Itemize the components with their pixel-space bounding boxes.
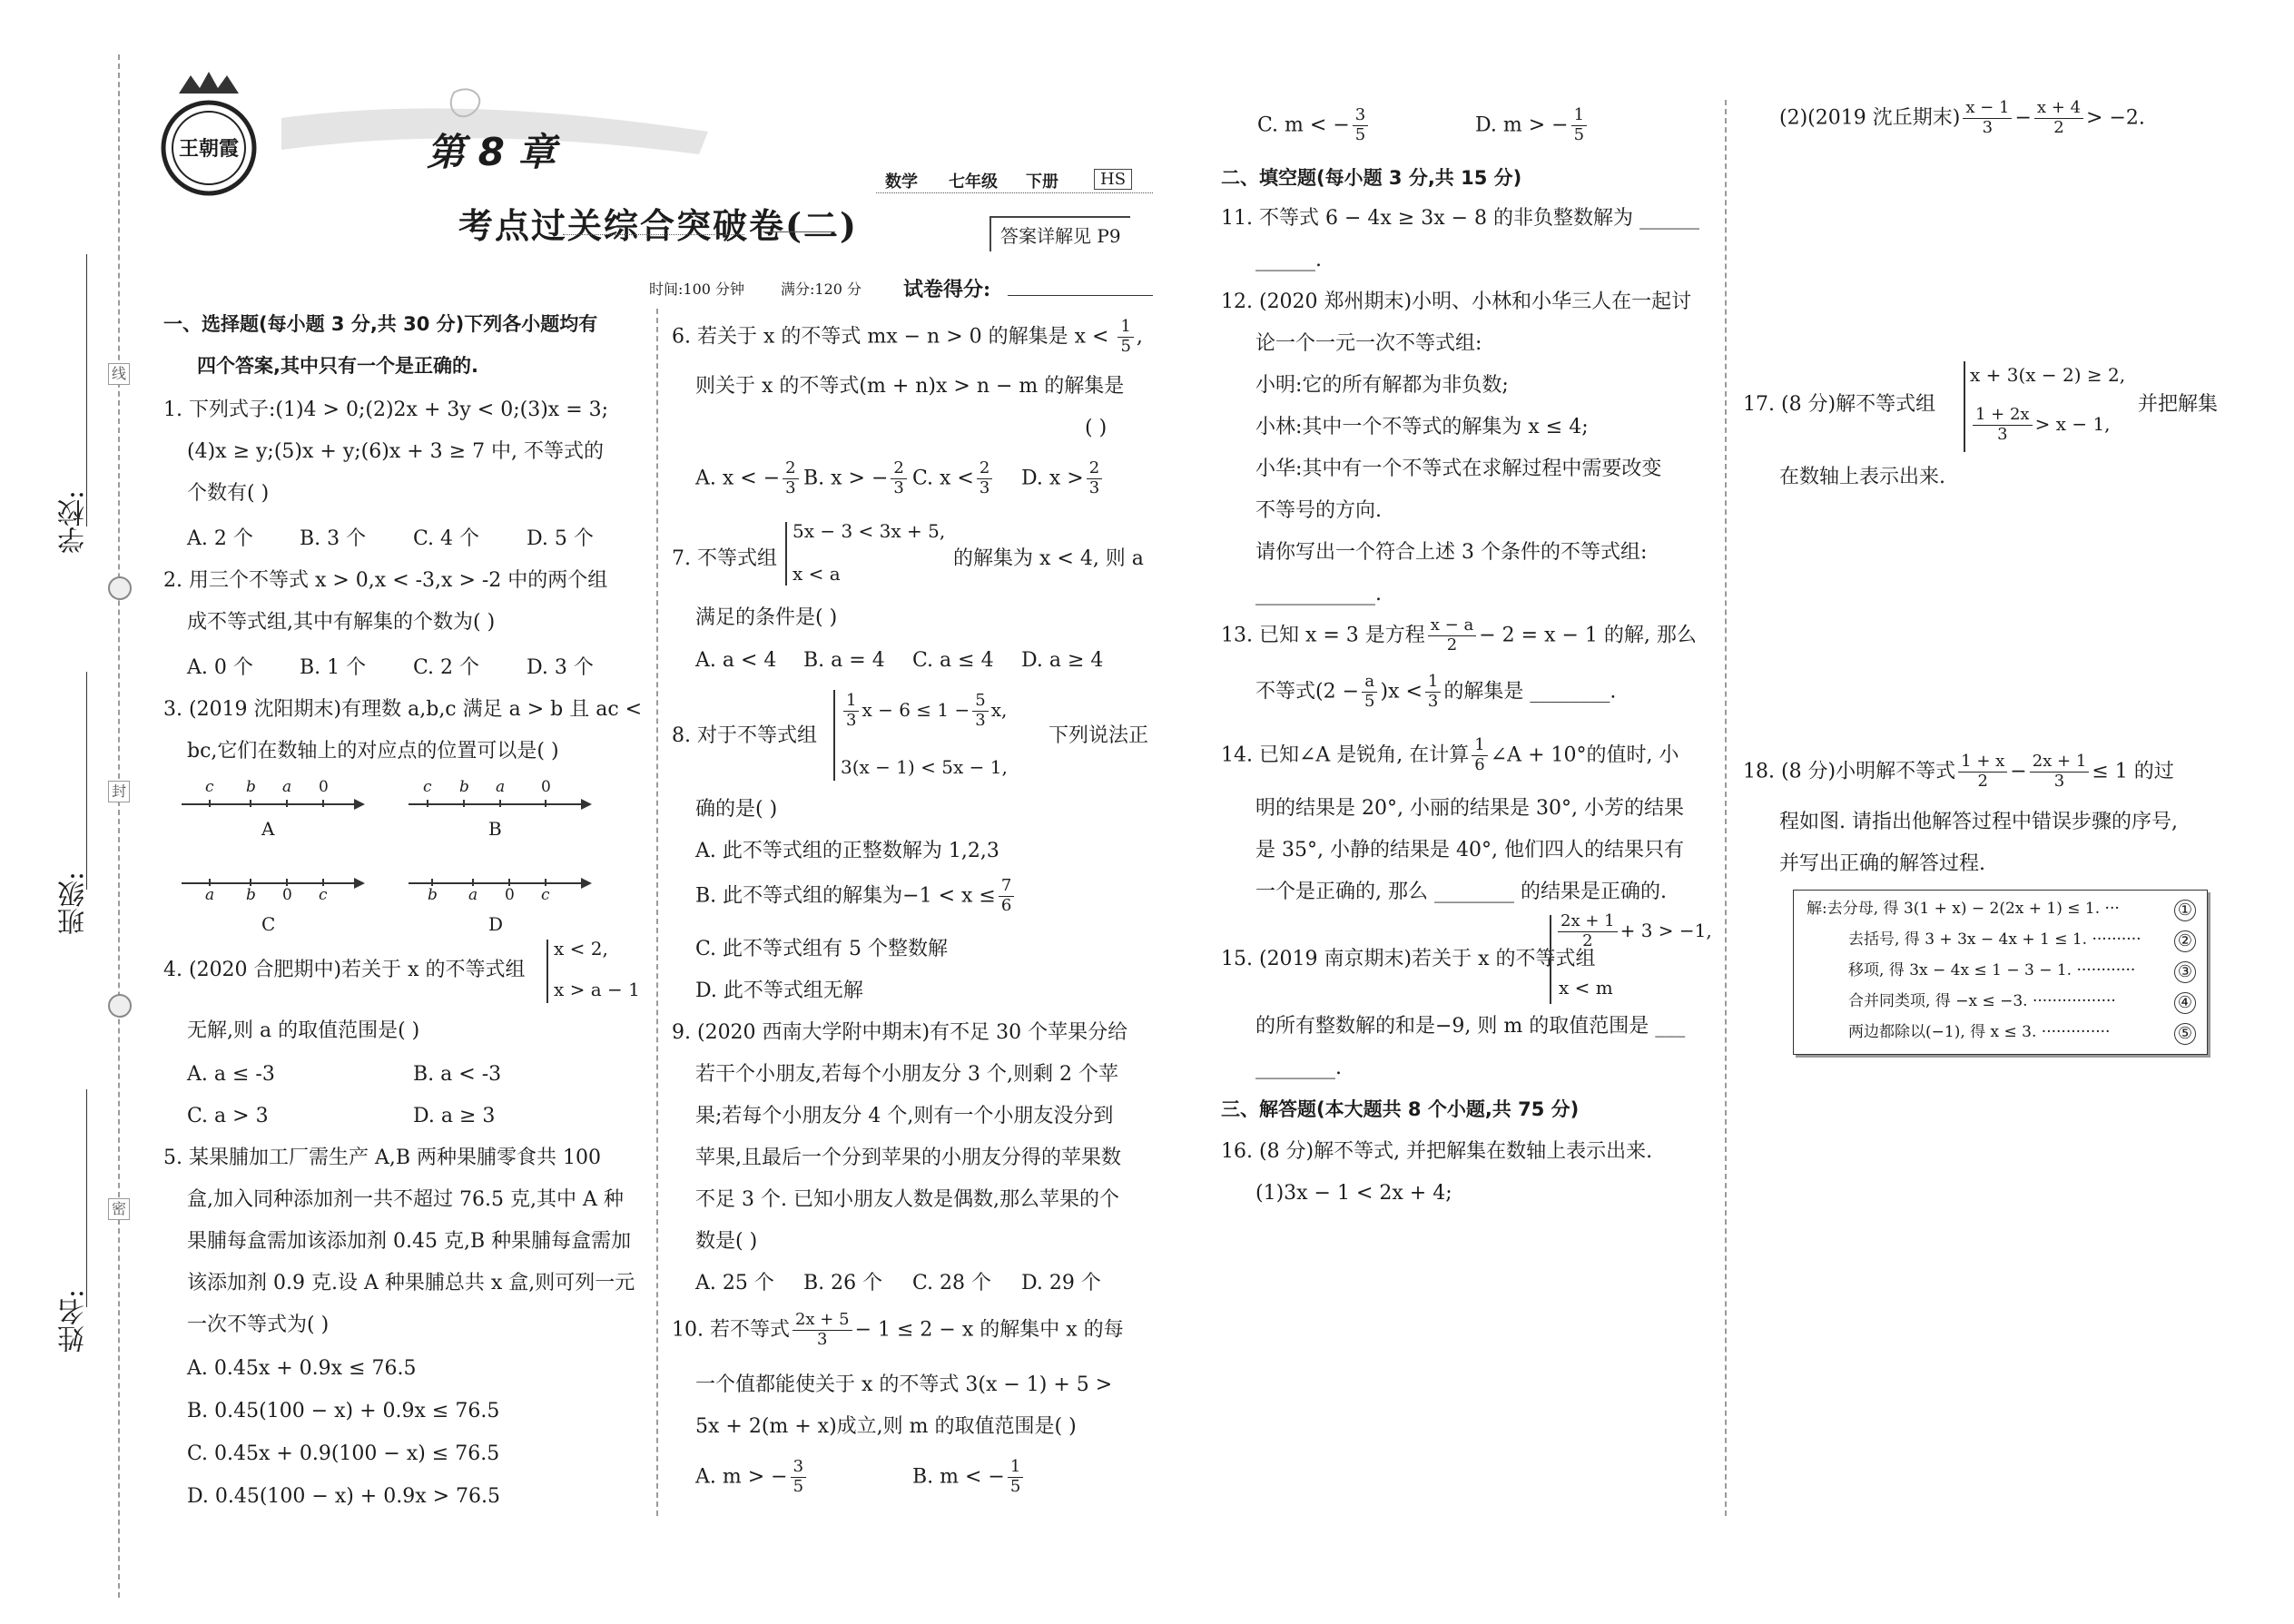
q6-fraction: $\frac{1}{5}$ <box>1117 319 1133 356</box>
q9-option-a[interactable]: A. 25 个 <box>695 1272 774 1294</box>
q6-option-c[interactable]: C. x < $\frac{2}{3}$ <box>912 460 995 497</box>
tag-edition: HS <box>1094 169 1132 190</box>
q18-stem-cont: 并写出正确的解答过程. <box>1779 852 1985 875</box>
solution-step-4: 合并同类项, 得 −x ≤ −3. ················· <box>1848 992 2116 1010</box>
answer-reference: 答案详解见 P9 <box>989 216 1130 251</box>
q10-stem-cont: 5x + 2(m + x)成立,则 m 的取值范围是( ) <box>695 1415 1077 1438</box>
q5-stem-cont: 盒,加入同种添加剂一共不超过 76.5 克,其中 A 种 <box>187 1188 624 1211</box>
q7-option-a[interactable]: A. a < 4 <box>695 649 777 672</box>
q5-option-c[interactable]: C. 0.45x + 0.9(100 − x) ≤ 76.5 <box>187 1442 500 1465</box>
q1-stem-cont: (4)x ≥ y;(5)x + y;(6)x + 3 ≥ 7 中, 不等式的 <box>187 440 605 463</box>
q12-answer-blank[interactable]: ____________. <box>1255 583 1382 605</box>
score-label: 试卷得分: <box>903 278 991 301</box>
logo-text: 王朝霞 <box>179 137 240 161</box>
section-1-heading: 一、选择题(每小题 3 分,共 30 分)下列各小题均有 <box>163 313 598 335</box>
q4-brace <box>546 940 548 1003</box>
q7-brace <box>785 522 787 586</box>
solution-step-3: 移项, 得 3x − 4x ≤ 1 − 3 − 1. ············ <box>1848 961 2136 979</box>
q14-stem-cont: 是 35°, 小静的结果是 40°, 他们四人的结果只有 <box>1255 839 1684 861</box>
q3-stem-cont: bc,它们在数轴上的对应点的位置可以是( ) <box>187 740 559 763</box>
q12-stem-cont: 论一个一元一次不等式组: <box>1255 332 1482 355</box>
q9-option-c[interactable]: C. 28 个 <box>912 1272 992 1294</box>
tag-volume: 下册 <box>1026 172 1058 192</box>
q12-prompt: 请你写出一个符合上述 3 个条件的不等式组: <box>1255 541 1648 564</box>
column-separator <box>1725 100 1727 1516</box>
q8-option-b[interactable]: B. 此不等式组的解集为−1 < x ≤ $\frac{7}{6}$ <box>695 878 1017 915</box>
q2-stem: 2. 用三个不等式 x > 0,x < -3,x > -2 中的两个组 <box>163 569 608 592</box>
q3-option-a-number-line[interactable]: c b a 0 A <box>182 785 372 858</box>
q3-option-c-number-line[interactable]: a b 0 c C <box>182 864 372 937</box>
q1-stem-cont: 个数有( ) <box>187 482 270 505</box>
q10-option-c[interactable]: C. m < − $\frac{3}{5}$ <box>1257 107 1371 144</box>
class-blank <box>86 672 87 890</box>
q8-stem: 8. 对于不等式组 <box>672 724 817 747</box>
q17-system-line-1: x + 3(x − 2) ≥ 2, <box>1970 364 2126 386</box>
seal-char-xian: 线 <box>108 363 130 385</box>
q17-stem-cont: 在数轴上表示出来. <box>1779 466 1945 488</box>
q6-stem: 6. 若关于 x 的不等式 mx − n > 0 的解集是 x < $\frac{1}{5}$ , <box>672 317 1143 356</box>
q15-system-line-1: $\frac{2x + 1}{2}$ + 3 > −1, <box>1555 913 1712 950</box>
q7-system-line-1: 5x − 3 < 3x + 5, <box>793 520 946 542</box>
q1-stem: 1. 下列式子:(1)4 > 0;(2)2x + 3y < 0;(3)x = 3; <box>163 399 609 421</box>
q1-option-d[interactable]: D. 5 个 <box>527 527 594 550</box>
q9-stem-cont: 数是( ) <box>695 1230 758 1253</box>
q14-stem-cont: 一个是正确的, 那么 ________ 的结果是正确的. <box>1255 881 1667 903</box>
q8-option-c[interactable]: C. 此不等式组有 5 个整数解 <box>695 938 949 960</box>
q6-option-a[interactable]: A. x < − $\frac{2}{3}$ <box>695 460 802 497</box>
q6-option-b[interactable]: B. x > − $\frac{2}{3}$ <box>803 460 910 497</box>
q5-stem-cont: 果脯每盒需加该添加剂 0.45 克,B 种果脯每盒需加 <box>187 1230 632 1253</box>
q18-stem-cont: 程如图. 请指出他解答过程中错误步骤的序号, <box>1779 811 2178 833</box>
q17-stem-post: 并把解集 <box>2138 393 2219 416</box>
tag-underline <box>876 192 1153 193</box>
tag-grade: 七年级 <box>949 172 998 192</box>
q5-stem-cont: 该添加剂 0.9 克.设 A 种果脯总共 x 盒,则可列一元 <box>187 1272 635 1294</box>
q2-stem-cont: 成不等式组,其中有解集的个数为( ) <box>187 611 496 634</box>
q6-stem-cont: 则关于 x 的不等式(m + n)x > n − m 的解集是 <box>695 375 1125 398</box>
q10-stem: 10. 若不等式 $\frac{2x + 5}{3}$ − 1 ≤ 2 − x 的解集中 x 的每 <box>672 1310 1124 1349</box>
q10-stem-cont: 一个值都能使关于 x 的不等式 3(x − 1) + 5 > <box>695 1373 1113 1396</box>
q12-statement-xiaohua-cont: 不等号的方向. <box>1255 499 1382 522</box>
binding-hole-icon <box>108 994 132 1018</box>
step-number-2: ② <box>2174 930 2196 952</box>
q15-stem: 15. (2019 南京期末)若关于 x 的不等式组 <box>1221 948 1596 970</box>
q1-option-c[interactable]: C. 4 个 <box>413 527 480 550</box>
q4-option-d[interactable]: D. a ≥ 3 <box>413 1105 496 1127</box>
q8-stem-post: 下列说法正 <box>1049 724 1149 747</box>
q7-option-d[interactable]: D. a ≥ 4 <box>1021 649 1104 672</box>
q15-system-line-2: x < m <box>1559 977 1613 999</box>
q18-stem: 18. (8 分)小明解不等式 $\frac{1 + x}{2}$ − $\frac{2x + 1}{3}$ ≤ 1 的过 <box>1743 752 2174 791</box>
q16-stem: 16. (8 分)解不等式, 并把解集在数轴上表示出来. <box>1221 1140 1653 1163</box>
name-label: 姓名: <box>58 1289 90 1353</box>
q9-option-d[interactable]: D. 29 个 <box>1021 1272 1101 1294</box>
section-3-heading: 三、解答题(本大题共 8 个小题,共 75 分) <box>1221 1098 1580 1120</box>
q6-option-d[interactable]: D. x > $\frac{2}{3}$ <box>1021 460 1105 497</box>
q9-stem-cont: 若干个小朋友,若每个小朋友分 3 个,则剩 2 个苹 <box>695 1063 1118 1086</box>
q5-option-b[interactable]: B. 0.45(100 − x) + 0.9x ≤ 76.5 <box>187 1400 500 1422</box>
page-title: 考点过关综合突破卷(二) <box>458 205 858 246</box>
q8-brace <box>833 690 835 781</box>
exam-full-score: 满分:120 分 <box>781 281 862 298</box>
section-2-heading: 二、填空题(每小题 3 分,共 15 分) <box>1221 167 1522 189</box>
tag-subject: 数学 <box>885 172 918 192</box>
binding-dashed-line <box>118 54 120 1598</box>
q9-option-b[interactable]: B. 26 个 <box>803 1272 883 1294</box>
q6-answer-paren[interactable]: ( ) <box>1085 417 1108 439</box>
step-number-3: ③ <box>2174 961 2196 983</box>
solution-step-1: 解:去分母, 得 3(1 + x) − 2(2x + 1) ≤ 1. ··· <box>1807 900 2120 918</box>
q7-stem-post: 的解集为 x < 4, 则 a <box>953 547 1144 570</box>
q4-system-line-1: x < 2, <box>554 938 608 960</box>
column-separator <box>656 309 658 1516</box>
binding-hole-icon <box>108 576 132 600</box>
q4-stem-cont: 无解,则 a 的取值范围是( ) <box>187 1019 420 1042</box>
q18-solution-box <box>1793 890 2208 1055</box>
name-blank <box>86 1089 87 1307</box>
q13-stem: 13. 已知 x = 3 是方程 $\frac{x - a}{2}$ − 2 = x − 1 的解, 那么 <box>1221 615 1697 655</box>
q5-option-a[interactable]: A. 0.45x + 0.9x ≤ 76.5 <box>187 1357 417 1380</box>
q2-option-b[interactable]: B. 1 个 <box>300 656 367 679</box>
q5-stem-cont: 一次不等式为( ) <box>187 1314 330 1336</box>
q5-stem: 5. 某果脯加工厂需生产 A,B 两种果脯零食共 100 <box>163 1147 602 1169</box>
q7-stem: 7. 不等式组 <box>672 547 777 570</box>
q8-option-d[interactable]: D. 此不等式组无解 <box>695 979 863 1002</box>
step-number-4: ④ <box>2174 992 2196 1014</box>
q15-answer-blank[interactable]: ________. <box>1255 1057 1342 1079</box>
q11-answer-blank[interactable]: ______. <box>1255 249 1322 271</box>
q3-option-d-number-line[interactable]: b a 0 c D <box>409 864 599 937</box>
school-label: 学校: <box>58 490 90 555</box>
q15-brace <box>1550 915 1551 1004</box>
step-number-1: ① <box>2174 900 2196 921</box>
q9-stem-cont: 苹果,且最后一个分到苹果的小朋友分得的苹果数 <box>695 1147 1121 1169</box>
q12-statement-xiaoming: 小明:它的所有解都为非负数; <box>1255 374 1509 397</box>
q2-option-a[interactable]: A. 0 个 <box>187 656 253 679</box>
solution-step-2: 去括号, 得 3 + 3x − 4x + 1 ≤ 1. ·········· <box>1848 930 2141 949</box>
solution-step-5: 两边都除以(−1), 得 x ≤ 3. ·············· <box>1848 1023 2111 1041</box>
score-blank[interactable] <box>1008 295 1153 296</box>
q2-option-c[interactable]: C. 2 个 <box>413 656 480 679</box>
q15-stem-cont: 的所有整数解的和是−9, 则 m 的取值范围是 ___ <box>1255 1015 1686 1038</box>
q10-option-a[interactable]: A. m > − $\frac{3}{5}$ <box>695 1459 809 1496</box>
q4-option-c[interactable]: C. a > 3 <box>187 1105 269 1127</box>
chapter-title: 第 8 章 <box>427 130 556 174</box>
q3-stem: 3. (2019 沈阳期末)有理数 a,b,c 满足 a > b 且 ac < <box>163 698 643 721</box>
q17-brace <box>1964 361 1965 452</box>
seal-char-feng: 封 <box>108 781 130 802</box>
q7-stem-cont: 满足的条件是( ) <box>695 606 838 629</box>
q4-option-b[interactable]: B. a < -3 <box>413 1063 502 1086</box>
q10-option-b[interactable]: B. m < − $\frac{1}{5}$ <box>912 1459 1026 1496</box>
logo <box>159 68 259 204</box>
q14-stem: 14. 已知∠A 是锐角, 在计算 $\frac{1}{6}$ ∠A + 10°的值时, 小 <box>1221 735 1679 774</box>
q17-system-line-2: $\frac{1 + 2x}{3}$ > x − 1, <box>1970 407 2111 444</box>
seal-char-mi: 密 <box>108 1198 130 1220</box>
title-dotted-line <box>563 234 744 235</box>
q11-stem: 11. 不等式 6 − 4x ≥ 3x − 8 的非负整数解为 ______ <box>1221 207 1700 230</box>
q4-stem: 4. (2020 合肥期中)若关于 x 的不等式组 <box>163 959 526 981</box>
q10-option-d[interactable]: D. m > − $\frac{1}{5}$ <box>1475 107 1590 144</box>
q9-stem-cont: 不足 3 个. 已知小朋友人数是偶数,那么苹果的个 <box>695 1188 1119 1211</box>
title-ornament <box>763 231 835 241</box>
q9-stem: 9. (2020 西南大学附中期末)有不足 30 个苹果分给 <box>672 1021 1128 1044</box>
q8-stem-cont: 确的是( ) <box>695 798 778 821</box>
q13-stem-cont: 不等式(2 − $\frac{a}{5}$ )x < $\frac{1}{3}$ 的解集是 ________. <box>1255 672 1617 711</box>
section-1-heading-cont: 四个答案,其中只有一个是正确的. <box>197 355 478 377</box>
q7-system-line-2: x < a <box>793 563 841 585</box>
q12-stem: 12. (2020 郑州期末)小明、小林和小华三人在一起讨 <box>1221 290 1692 313</box>
q17-stem: 17. (8 分)解不等式组 <box>1743 393 1936 416</box>
q14-stem-cont: 明的结果是 20°, 小丽的结果是 30°, 小芳的结果 <box>1255 797 1684 820</box>
q5-option-d[interactable]: D. 0.45(100 − x) + 0.9x > 76.5 <box>187 1485 501 1508</box>
class-label: 班级: <box>58 871 90 936</box>
q8-option-a[interactable]: A. 此不等式组的正整数解为 1,2,3 <box>695 840 999 862</box>
q1-option-b[interactable]: B. 3 个 <box>300 527 367 550</box>
q4-system-line-2: x > a − 1 <box>554 979 640 1000</box>
q9-stem-cont: 果;若每个小朋友分 4 个,则有一个小朋友没分到 <box>695 1105 1114 1127</box>
q7-option-b[interactable]: B. a = 4 <box>803 649 885 672</box>
q2-option-d[interactable]: D. 3 个 <box>527 656 594 679</box>
school-blank <box>86 254 87 527</box>
q7-option-c[interactable]: C. a ≤ 4 <box>912 649 994 672</box>
q16-part-1: (1)3x − 1 < 2x + 4; <box>1255 1182 1452 1205</box>
q8-system-line-1: $\frac{1}{3}$ x − 6 ≤ 1 − $\frac{5}{3}$ x, <box>841 693 1007 730</box>
q8-system-line-2: 3(x − 1) < 5x − 1, <box>841 756 1008 778</box>
q4-option-a[interactable]: A. a ≤ -3 <box>187 1063 275 1086</box>
q12-statement-xiaolin: 小林:其中一个不等式的解集为 x ≤ 4; <box>1255 416 1589 438</box>
q16-part-2: (2)(2019 沈丘期末) $\frac{x - 1}{3}$ − $\frac{x + 4}{2}$ > −2. <box>1779 98 2145 137</box>
q3-option-b-number-line[interactable]: c b a 0 B <box>409 785 599 858</box>
exam-time: 时间:100 分钟 <box>649 281 745 298</box>
q1-option-a[interactable]: A. 2 个 <box>187 527 253 550</box>
step-number-5: ⑤ <box>2174 1023 2196 1045</box>
q12-statement-xiaohua: 小华:其中有一个不等式在求解过程中需要改变 <box>1255 458 1662 480</box>
